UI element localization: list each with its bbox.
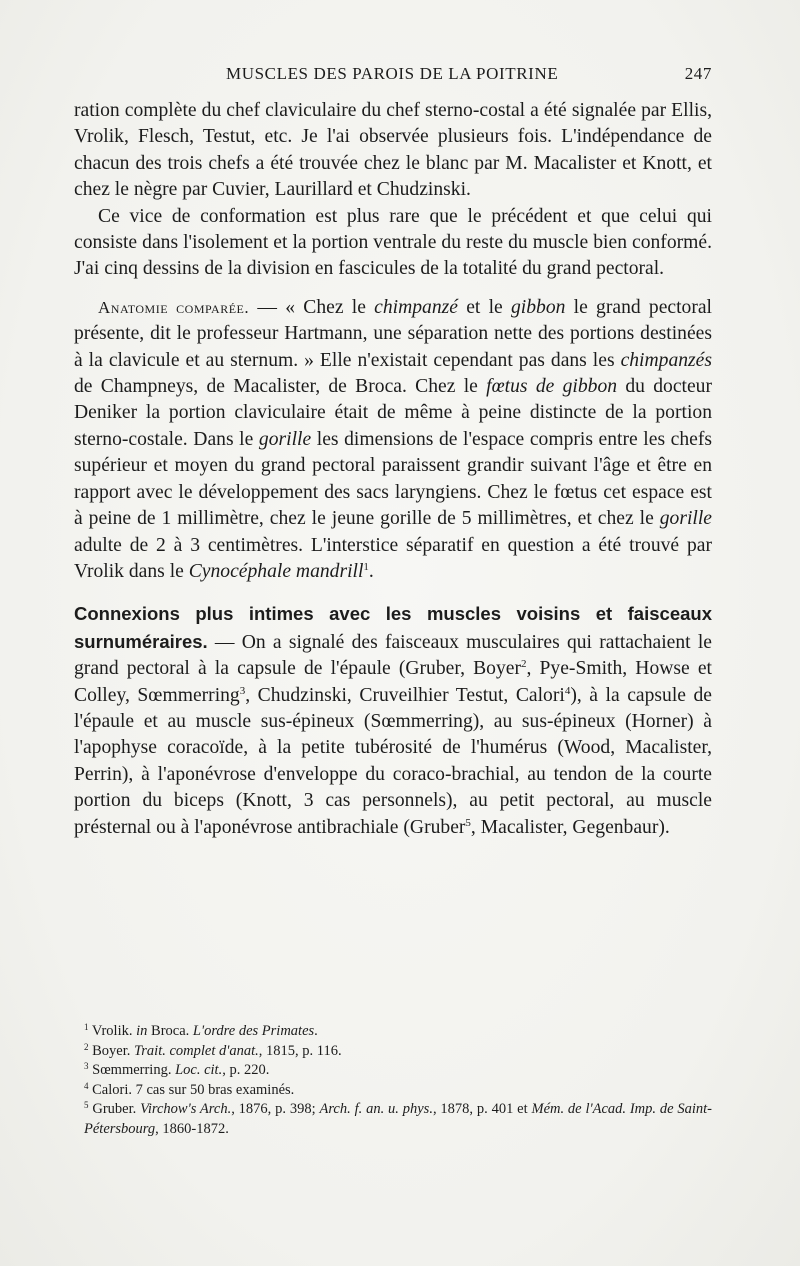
footnote-3 [74, 1061, 712, 1081]
italic-run: L'ordre des Primates [192, 1023, 315, 1039]
text-run: et le [457, 296, 511, 318]
text-run: Gruber. [92, 1101, 141, 1118]
footnote-4 [74, 1081, 712, 1101]
text-run: adulte de 2 à 3 centimètres. L'interstice séparatif en question a été trouvé par Vrolik dans le [74, 534, 712, 582]
paragraph-anatomie-comparee [74, 295, 712, 585]
paragraph-continuation: ration complète du chef claviculaire du chef sterno-costal a été signalée par Ellis, Vrolik, Flesch, Testut, etc. Je l'ai observée plusieurs fois. L'indépendance de chacun des trois chefs a été trouvée chez le blanc par M. Macalister et Knott, et chez le nègre par Cuvier, Laurillard et Chudzinski. [74, 100, 712, 201]
footnote-ref: 5 [465, 816, 471, 829]
italic-run: chimpanzé [374, 296, 458, 318]
text-run: Calori. 7 cas sur 50 bras examinés. [92, 1081, 295, 1098]
italic-run: Virchow's Arch. [140, 1101, 232, 1118]
footnote-ref: 1 [363, 560, 369, 573]
italic-run: chimpanzés [620, 349, 712, 371]
footnote-mark: 3 [84, 1061, 89, 1072]
text-run: de Champneys, de Macalister, de Broca. Chez le [74, 376, 487, 398]
footnote-mark: 1 [84, 1022, 89, 1032]
section-gap [74, 283, 712, 295]
text-run: Vrolik. [91, 1023, 137, 1039]
text-run: Sœmmerring. [92, 1062, 176, 1079]
section-heading-connexions: Connexions plus intimes avec les muscles voisins et faisceaux surnuméraires. [74, 603, 712, 652]
text-run: , p. 220. [222, 1062, 270, 1079]
footnotes [74, 1022, 712, 1140]
footnote-mark: 2 [84, 1041, 89, 1052]
italic-run: gorille [659, 508, 712, 530]
text-run: , Macalister, Gegenbaur). [470, 816, 670, 838]
italic-run: fœtus de gibbon [486, 376, 618, 398]
text-run: , Pye-Smith, Howse et Colley, Sœmmerring [74, 658, 713, 706]
footnote-5 [74, 1100, 712, 1139]
text-run: , 1878, p. 401 et [432, 1101, 532, 1118]
page-number: 247 [684, 64, 712, 83]
text-run: Broca. [147, 1023, 193, 1039]
text-run: , 1876, p. 398; [231, 1101, 320, 1118]
italic-run: gibbon [510, 296, 566, 318]
italic-run: Trait. complet d'anat. [134, 1042, 259, 1059]
text-run: , 1860-1872. [155, 1120, 229, 1137]
footnote-2 [74, 1042, 712, 1062]
italic-run: gorille [258, 428, 312, 450]
text-run: les dimensions de l'espace compris entre les chefs supérieur et moyen du grand pectoral paraissent grandir suivant l'âge et être en rapport avec le développement des sacs laryngiens. Chez le fœtus cet espace est à peine de 1 millimètre, chez le jeune gorille de 5 millimètres, et chez le [74, 428, 713, 530]
text-run: — « Chez le [249, 296, 375, 318]
section-heading-anatomie-comparee: Anatomie comparée. [98, 297, 250, 317]
italic-run: Arch. f. an. u. phys. [319, 1101, 433, 1118]
body-text [74, 98, 712, 841]
text-run: , 1815, p. 116. [258, 1042, 342, 1059]
running-head [76, 64, 712, 88]
text-run: le grand pectoral présente, dit le professeur Hartmann, une séparation nette des portions destinées à la clavicule et au sternum. » Elle n'existait cependant pas dans les [74, 296, 712, 371]
text-run: . [368, 560, 374, 582]
text-run: , Chudzinski, Cruveilhier Testut, Calori [245, 684, 565, 706]
italic-run: Cynocéphale mandrill [188, 560, 364, 582]
italic-run: Mém. de l'Acad. Imp. de Saint-Pétersbourg [84, 1101, 713, 1137]
footnote-ref: 2 [521, 658, 527, 671]
footnote-ref: 4 [564, 684, 571, 697]
text-run: — On a signalé des faisceaux musculaires qui rattachaient le grand pectoral à la capsule de l'épaule (Gruber, Boyer [74, 631, 712, 680]
footnote-1 [74, 1022, 712, 1042]
italic-run: in [136, 1023, 148, 1039]
footnote-ref: 3 [239, 684, 246, 697]
text-run: . [314, 1023, 318, 1039]
paragraph-connexions [74, 601, 712, 841]
text-run: Boyer. [92, 1042, 135, 1059]
footnote-mark: 5 [84, 1100, 89, 1111]
paragraph-vice-de-conformation: Ce vice de conformation est plus rare que le précédent et que celui qui consiste dans l'isolement et la portion ventrale du reste du muscle bien conformé. J'ai cinq dessins de la division en fascicules de la totalité du grand pectoral. [74, 205, 712, 280]
text-run: ), à la capsule de l'épaule et au muscle sus-épineux (Sœmmerring), au sus-épineux (Horner) à l'apophyse coracoïde, à la petite tubérosité de l'humérus (Wood, Macalister, Perrin), à l'aponévrose d'enveloppe du coraco-brachial, au tendon de la courte portion du biceps (Knott, 3 cas personnels), au petit pectoral, au muscle présternal ou à l'aponévrose antibrachiale (Gruber [74, 684, 712, 838]
footnote-mark: 4 [84, 1080, 89, 1091]
italic-run: Loc. cit. [175, 1062, 223, 1079]
running-head-title: MUSCLES DES PAROIS DE LA POITRINE [226, 64, 559, 83]
section-gap [74, 585, 712, 601]
text-run: du docteur Deniker la portion claviculaire était de même à peine distincte de la portion sterno-costale. Dans le [74, 376, 713, 450]
